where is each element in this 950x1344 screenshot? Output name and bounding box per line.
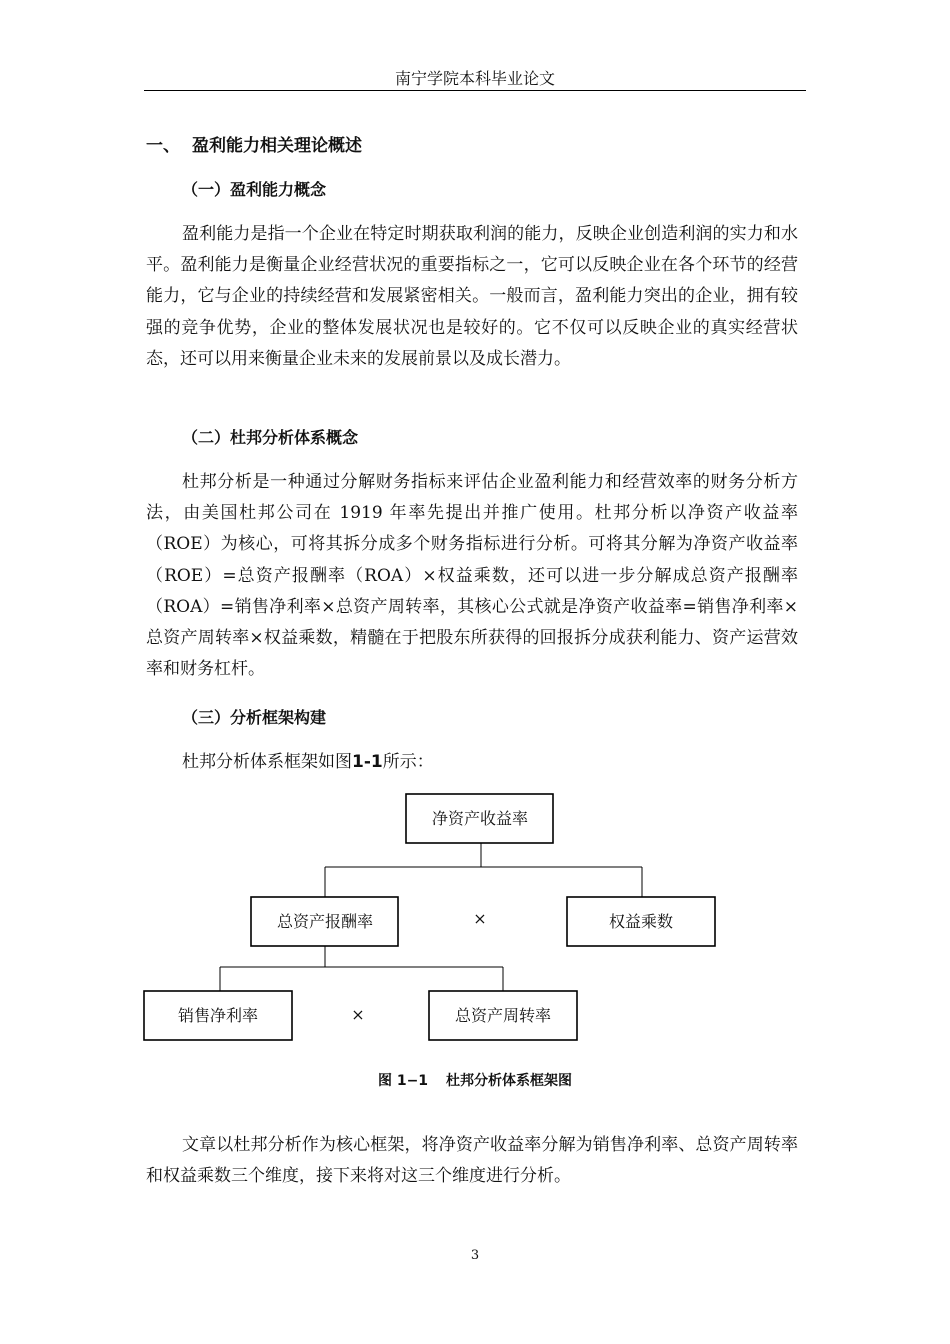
running-header: 南宁学院本科毕业论文 xyxy=(394,69,555,88)
paragraph-dupont: 杜邦分析是一种通过分解财务指标来评估企业盈利能力和经营效率的财务分析方法，由美国杜邦公司在 1919 年率先提出并推广使用。杜邦分析以净资产收益率（ROE）为核心，可将其拆分成多个财务指标进行分析。可将其分解为净资产收益率（ROE）=总资产报酬率（ROA）×权益乘数，还可以进一步分解成总资产报酬率（ROA）=销售净利率×总资产周转率，其核心公式就是净资产收益率=销售净利率×总资产周转率×权益乘数，精髓在于把股东所获得的回报拆分成获利能力、资产运营效率和财务杠杆。 xyxy=(146,472,798,680)
lead-text-after: 所示： xyxy=(382,752,434,772)
lead-text-before: 杜邦分析体系框架如图 xyxy=(182,752,352,772)
subsection-heading-2: （二）杜邦分析体系概念 xyxy=(182,428,359,447)
figure-reference: 1-1 xyxy=(352,752,383,772)
section-number: 一、 xyxy=(146,136,180,156)
label-asset-turnover: 总资产周转率 xyxy=(454,1006,552,1025)
figure-label: 图 1−1 xyxy=(377,1073,429,1089)
paragraph-closing: 文章以杜邦分析作为核心框架，将净资产收益率分解为销售净利率、总资产周转率和权益乘数三个维度，接下来将对这三个维度进行分析。 xyxy=(146,1135,798,1187)
page-number: 3 xyxy=(470,1248,480,1263)
connector-root xyxy=(325,843,642,897)
figure-title: 杜邦分析体系框架图 xyxy=(446,1073,573,1089)
section-title: 盈利能力相关理论概述 xyxy=(192,136,362,156)
label-roa: 总资产报酬率 xyxy=(276,912,374,931)
connector-roa xyxy=(220,946,503,991)
label-equity-multiplier: 权益乘数 xyxy=(608,912,674,931)
label-net-profit-margin: 销售净利率 xyxy=(177,1006,259,1025)
subsection-heading-3: （三）分析框架构建 xyxy=(182,708,327,727)
subsection-heading-1: （一）盈利能力概念 xyxy=(182,180,327,199)
multiply-sign-level3: × xyxy=(351,1005,365,1024)
paragraph-profitability: 盈利能力是指一个企业在特定时期获取利润的能力，反映企业创造利润的实力和水平。盈利能力是衡量企业经营状况的重要指标之一，它可以反映企业在各个环节的经营能力，它与企业的持续经营和发展紧密相关。一般而言，盈利能力突出的企业，拥有较强的竞争优势，企业的整体发展状况也是较好的。它不仅可以反映企业的真实经营状态，还可以用来衡量企业未来的发展前景以及成长潜力。 xyxy=(146,224,798,369)
label-roe: 净资产收益率 xyxy=(431,809,529,828)
multiply-sign-level2: × xyxy=(473,909,487,928)
figure-caption xyxy=(0,1071,950,1091)
